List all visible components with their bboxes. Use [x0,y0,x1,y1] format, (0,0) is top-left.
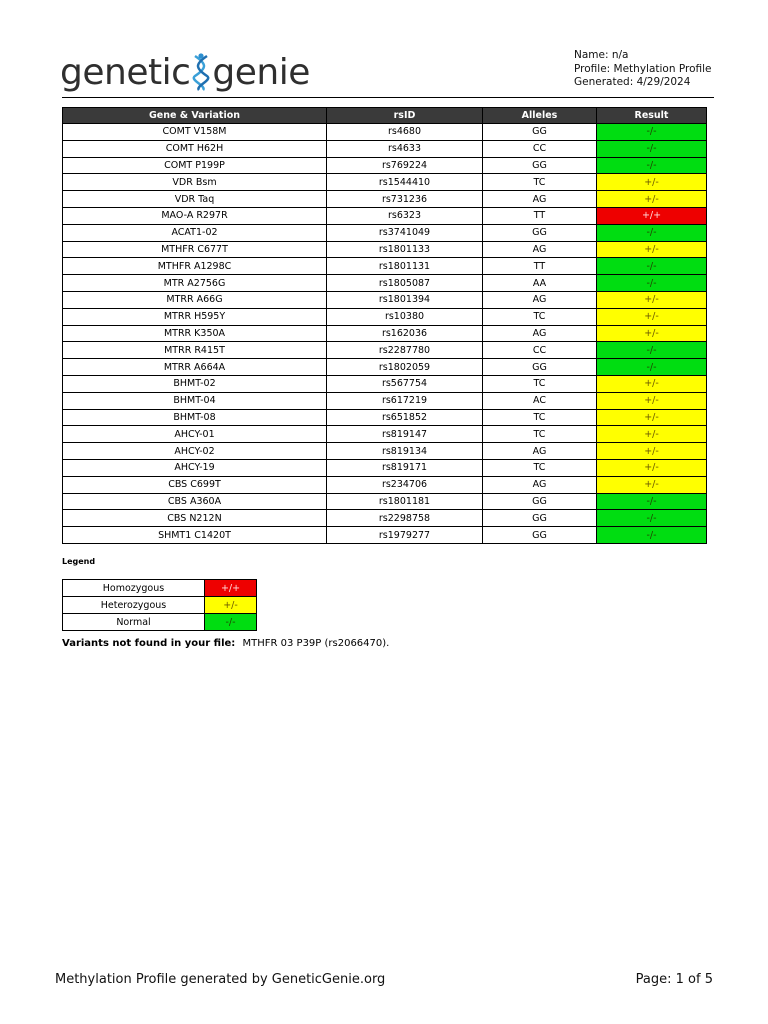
gene-cell: COMT V158M [63,124,327,141]
alleles-cell: AG [483,291,597,308]
legend-label: Homozygous [63,580,205,597]
legend-swatch: +/- [205,597,257,614]
alleles-cell: CC [483,140,597,157]
table-row [63,510,707,527]
rsid-cell: rs1805087 [327,275,483,292]
rsid-cell: rs4680 [327,124,483,141]
gene-cell: CBS N212N [63,510,327,527]
gene-cell: MTHFR A1298C [63,258,327,275]
alleles-cell: CC [483,342,597,359]
rsid-cell: rs1979277 [327,527,483,544]
gene-cell: AHCY-02 [63,443,327,460]
gene-cell: MTRR A66G [63,291,327,308]
table-row [63,493,707,510]
gene-cell: BHMT-02 [63,375,327,392]
meta-profile: Profile: Methylation Profile [574,62,712,75]
result-cell: -/- [597,510,707,527]
table-row [63,241,707,258]
table-row [63,359,707,376]
gene-cell: MTRR H595Y [63,308,327,325]
results-table [62,107,707,544]
result-cell: +/- [597,392,707,409]
logo-text-left: genetic [60,51,191,93]
table-row [63,258,707,275]
alleles-cell: TT [483,207,597,224]
gene-cell: AHCY-01 [63,426,327,443]
rsid-cell: rs819171 [327,459,483,476]
alleles-cell: TC [483,426,597,443]
rsid-cell: rs1801394 [327,291,483,308]
rsid-cell: rs1801131 [327,258,483,275]
table-row [63,157,707,174]
gene-cell: MTRR K350A [63,325,327,342]
legend-row [63,614,257,631]
header-result: Result [597,108,707,124]
result-cell: -/- [597,258,707,275]
result-cell: +/- [597,308,707,325]
result-cell: +/- [597,459,707,476]
legend-swatch: -/- [205,614,257,631]
alleles-cell: AC [483,392,597,409]
legend-table [62,579,257,631]
alleles-cell: TC [483,174,597,191]
result-cell: -/- [597,140,707,157]
table-row [63,207,707,224]
alleles-cell: TC [483,409,597,426]
result-cell: +/- [597,174,707,191]
rsid-cell: rs1802059 [327,359,483,376]
table-row [63,140,707,157]
legend-row [63,597,257,614]
rsid-cell: rs819134 [327,443,483,460]
alleles-cell: TC [483,375,597,392]
result-cell: +/- [597,375,707,392]
alleles-cell: TC [483,459,597,476]
legend-label: Heterozygous [63,597,205,614]
legend-title: Legend [62,557,96,566]
result-cell: -/- [597,124,707,141]
alleles-cell: AG [483,476,597,493]
table-row [63,275,707,292]
gene-cell: VDR Taq [63,191,327,208]
rsid-cell: rs4633 [327,140,483,157]
missing-variants [62,638,389,649]
result-cell: +/- [597,443,707,460]
rsid-cell: rs819147 [327,426,483,443]
meta-generated: Generated: 4/29/2024 [574,76,691,88]
rsid-cell: rs769224 [327,157,483,174]
alleles-cell: GG [483,224,597,241]
rsid-cell: rs2298758 [327,510,483,527]
result-cell: +/- [597,291,707,308]
table-row [63,443,707,460]
gene-cell: CBS A360A [63,493,327,510]
result-cell: -/- [597,224,707,241]
legend-label: Normal [63,614,205,631]
table-row [63,224,707,241]
table-row [63,426,707,443]
result-cell: +/- [597,426,707,443]
results-header-row [63,108,707,124]
legend-swatch: +/+ [205,580,257,597]
alleles-cell: GG [483,493,597,510]
result-cell: -/- [597,157,707,174]
gene-cell: COMT P199P [63,157,327,174]
rsid-cell: rs617219 [327,392,483,409]
alleles-cell: AG [483,241,597,258]
legend-row [63,580,257,597]
result-cell: -/- [597,359,707,376]
report-meta [574,49,711,90]
alleles-cell: GG [483,124,597,141]
gene-cell: MTR A2756G [63,275,327,292]
header-alleles: Alleles [483,108,597,124]
rsid-cell: rs10380 [327,308,483,325]
result-cell: +/- [597,241,707,258]
gene-cell: MTHFR C677T [63,241,327,258]
rsid-cell: rs731236 [327,191,483,208]
gene-cell: MTRR R415T [63,342,327,359]
result-cell: +/+ [597,207,707,224]
alleles-cell: AA [483,275,597,292]
table-row [63,308,707,325]
rsid-cell: rs567754 [327,375,483,392]
logo-text-right: genie [212,51,310,93]
rsid-cell: rs1544410 [327,174,483,191]
missing-variants-label: Variants not found in your file: [62,638,236,649]
geneticgenie-logo [60,48,310,96]
gene-cell: COMT H62H [63,140,327,157]
missing-variants-value: MTHFR 03 P39P (rs2066470). [242,638,390,649]
result-cell: +/- [597,325,707,342]
rsid-cell: rs3741049 [327,224,483,241]
table-row [63,476,707,493]
header-rsid: rsID [327,108,483,124]
page-number: Page: 1 of 5 [635,972,713,987]
table-row [63,459,707,476]
gene-cell: ACAT1-02 [63,224,327,241]
alleles-cell: GG [483,359,597,376]
table-row [63,174,707,191]
alleles-cell: TT [483,258,597,275]
gene-cell: BHMT-08 [63,409,327,426]
footer-credit: Methylation Profile generated by GeneticGenie.org [55,972,386,987]
gene-cell: BHMT-04 [63,392,327,409]
gene-cell: CBS C699T [63,476,327,493]
alleles-cell: TC [483,308,597,325]
meta-name: Name: n/a [574,49,629,61]
result-cell: -/- [597,493,707,510]
gene-cell: VDR Bsm [63,174,327,191]
table-row [63,527,707,544]
table-row [63,291,707,308]
gene-cell: MTRR A664A [63,359,327,376]
result-cell: +/- [597,476,707,493]
rsid-cell: rs162036 [327,325,483,342]
alleles-cell: GG [483,157,597,174]
alleles-cell: GG [483,527,597,544]
alleles-cell: AG [483,191,597,208]
alleles-cell: GG [483,510,597,527]
table-row [63,325,707,342]
result-cell: -/- [597,275,707,292]
rsid-cell: rs651852 [327,409,483,426]
rsid-cell: rs6323 [327,207,483,224]
rsid-cell: rs1801133 [327,241,483,258]
header-divider [62,97,714,98]
table-row [63,191,707,208]
result-cell: -/- [597,342,707,359]
dna-helix-icon [191,52,211,92]
table-row [63,124,707,141]
table-row [63,409,707,426]
table-row [63,392,707,409]
result-cell: -/- [597,527,707,544]
gene-cell: AHCY-19 [63,459,327,476]
result-cell: +/- [597,191,707,208]
rsid-cell: rs2287780 [327,342,483,359]
table-row [63,342,707,359]
table-row [63,375,707,392]
rsid-cell: rs1801181 [327,493,483,510]
alleles-cell: AG [483,325,597,342]
gene-cell: MAO-A R297R [63,207,327,224]
gene-cell: SHMT1 C1420T [63,527,327,544]
header-gene: Gene & Variation [63,108,327,124]
alleles-cell: AG [483,443,597,460]
result-cell: +/- [597,409,707,426]
rsid-cell: rs234706 [327,476,483,493]
